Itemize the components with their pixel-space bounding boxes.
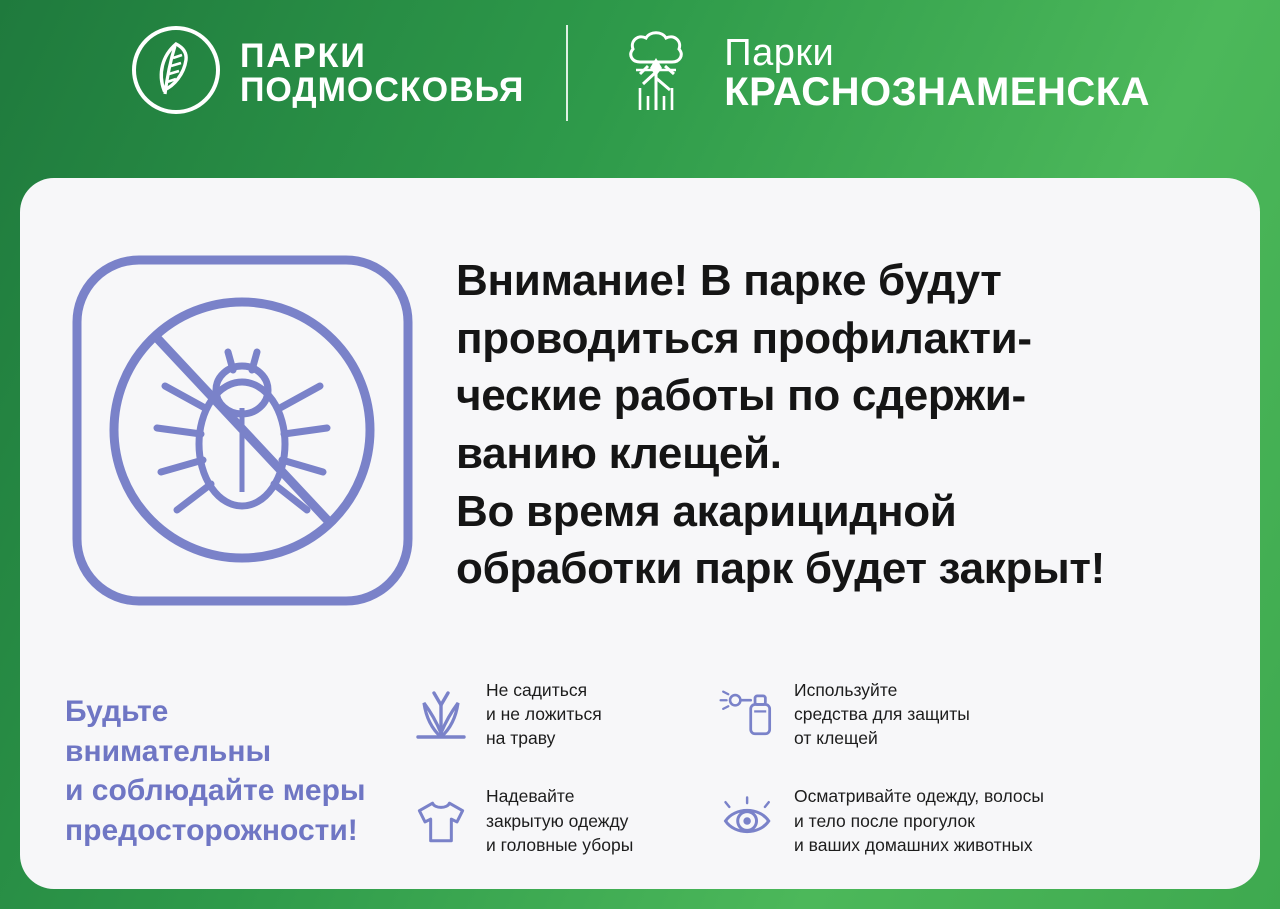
brand-right-text bbox=[724, 31, 1151, 114]
tip-no-sitting-on-grass bbox=[410, 678, 700, 750]
tip2-line3: от клещей bbox=[794, 728, 878, 749]
main-row bbox=[65, 248, 1225, 613]
headline-line-2: проводиться профилакти- bbox=[456, 313, 1032, 363]
brand-parks-krasnoznamensk bbox=[610, 22, 1150, 123]
brand-divider bbox=[566, 25, 568, 121]
tip3-line3: и головные уборы bbox=[486, 834, 634, 855]
brand-row bbox=[130, 22, 1150, 123]
headline-line-3: ческие работы по сдержи- bbox=[456, 371, 1026, 421]
headline-line-1: Внимание! В парке будут bbox=[456, 256, 1002, 305]
headline bbox=[456, 248, 1105, 600]
brand-parks-podmoskovya bbox=[130, 24, 524, 121]
tip1-line1: Не садиться bbox=[486, 680, 588, 700]
tip-use-repellent bbox=[718, 678, 1225, 750]
tip2-line1: Используйте bbox=[794, 680, 898, 700]
tip1-line2: и не ложиться bbox=[486, 704, 602, 725]
tip3-line2: закрытую одежду bbox=[486, 810, 629, 831]
advice-title bbox=[65, 678, 410, 850]
content-card bbox=[20, 178, 1260, 889]
tip1-line3: на траву bbox=[486, 728, 556, 749]
tip3-line1: Надевайте bbox=[486, 786, 575, 807]
tip-text bbox=[486, 678, 602, 750]
tip4-line3: и ваших домашних животных bbox=[794, 834, 1033, 855]
tip-inspect-after-walk bbox=[718, 784, 1225, 856]
advice-line-4: предосторожности! bbox=[65, 813, 358, 847]
bottom-row bbox=[65, 678, 1225, 857]
tip4-line1: Осматривайте одежду, волосы bbox=[794, 786, 1044, 807]
spray-can-icon bbox=[718, 683, 780, 745]
advice-line-1: Будьте bbox=[65, 695, 169, 728]
brand-right-line2: КРАСНОЗНАМЕНСКА bbox=[724, 69, 1151, 114]
tick-prohibited-icon bbox=[65, 248, 420, 613]
advice-line-2: внимательны bbox=[65, 734, 272, 768]
brand-right-line1: Парки bbox=[724, 31, 835, 74]
brand-left-line2: ПОДМОСКОВЬЯ bbox=[239, 70, 525, 109]
leaf-in-circle-icon bbox=[130, 24, 222, 121]
eye-inspect-icon bbox=[718, 790, 780, 852]
tshirt-icon bbox=[410, 790, 472, 852]
brand-left-line1: ПАРКИ bbox=[239, 36, 367, 75]
headline-line-6: обработки парк будет закрыт! bbox=[456, 544, 1105, 594]
headline-line-4: ванию клещей. bbox=[456, 429, 782, 479]
headline-line-5: Во время акарицидной bbox=[456, 486, 957, 536]
tip2-line2: средства для защиты bbox=[794, 704, 970, 725]
tip-text bbox=[486, 784, 633, 856]
advice-line-3: и соблюдайте меры bbox=[65, 774, 366, 808]
tip-text bbox=[794, 784, 1044, 856]
tree-icon bbox=[610, 22, 706, 123]
tip-wear-closed-clothing bbox=[410, 784, 700, 856]
brand-left-text bbox=[239, 36, 525, 109]
grass-icon bbox=[410, 683, 472, 745]
tip-text bbox=[794, 678, 970, 750]
tips-grid bbox=[410, 678, 1225, 857]
tip4-line2: и тело после прогулок bbox=[794, 810, 975, 831]
